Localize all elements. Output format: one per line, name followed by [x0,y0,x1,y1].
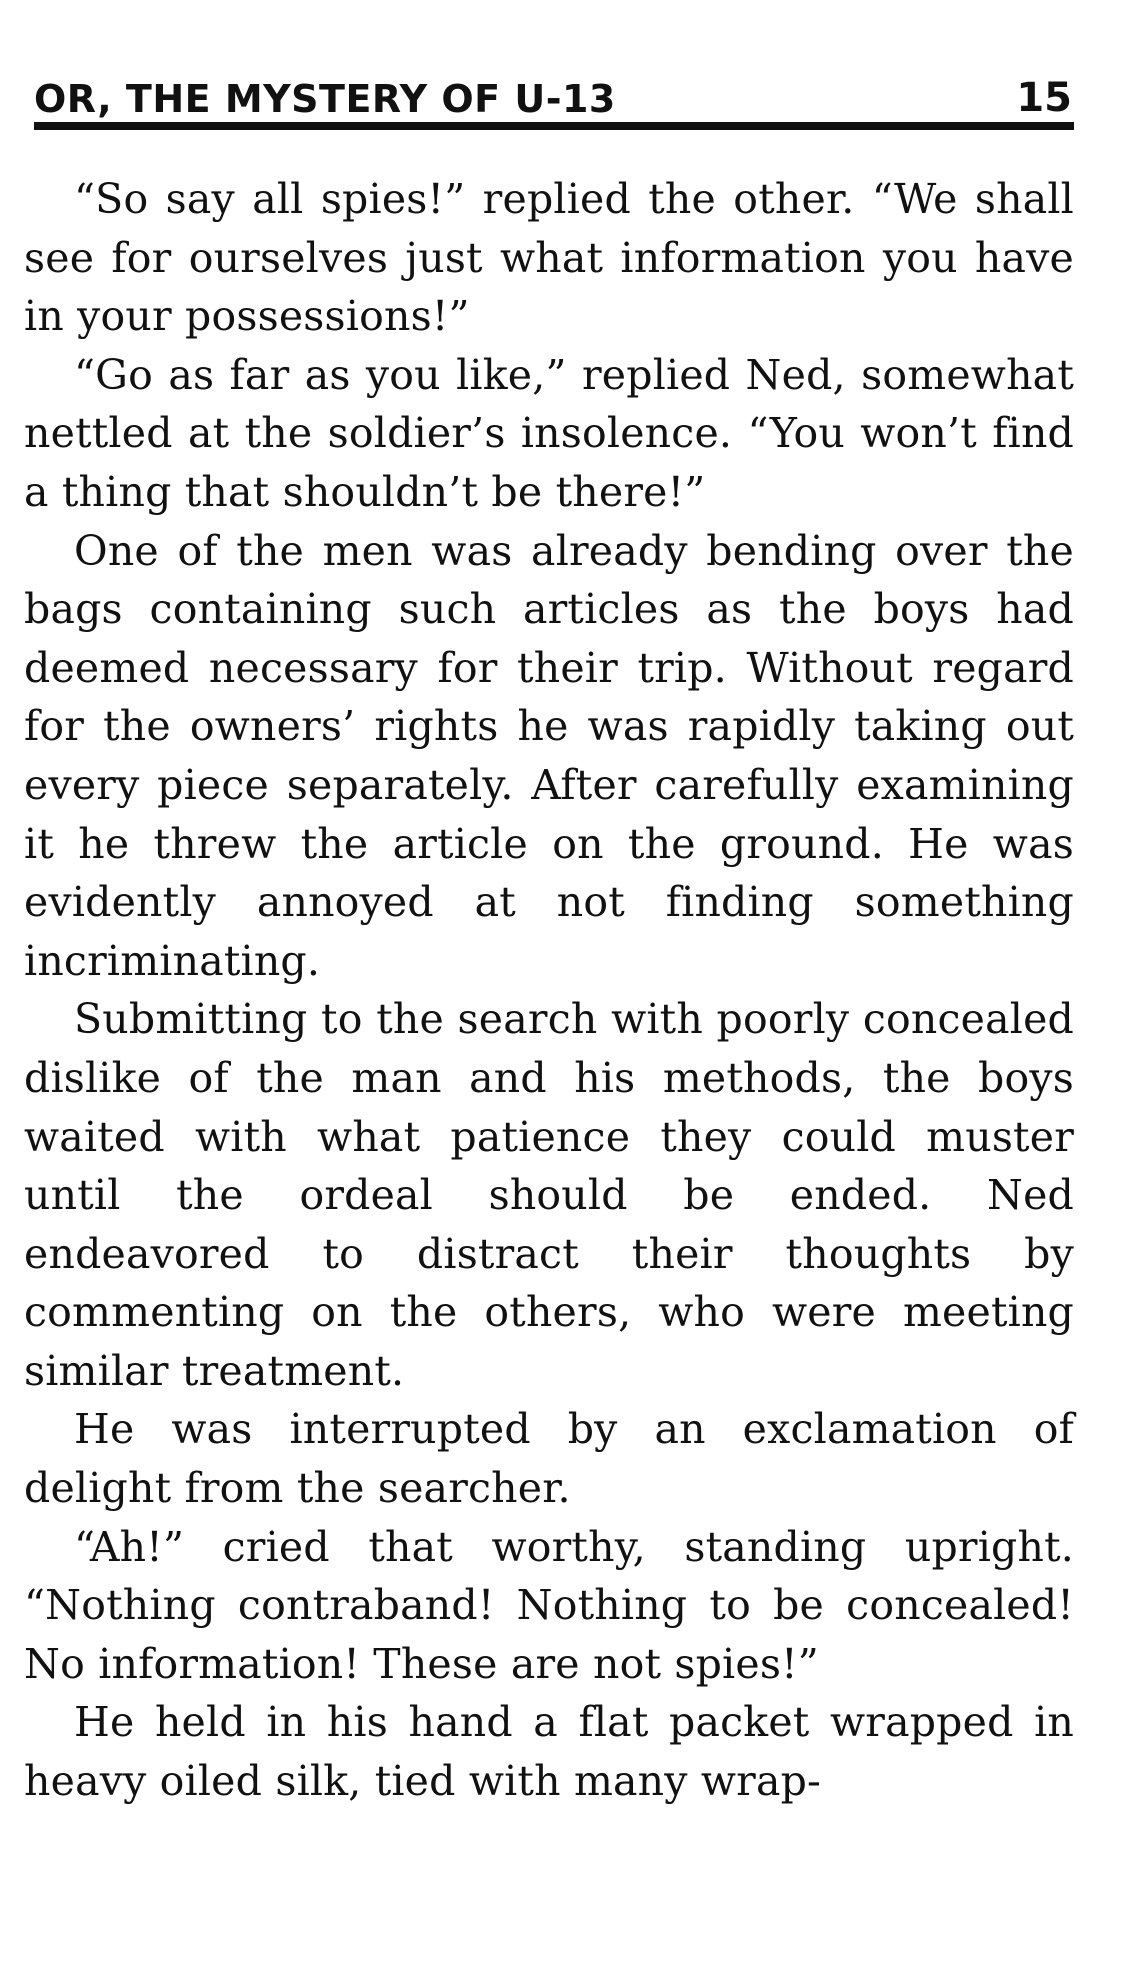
paragraph-oiled-silk-packet: He held in his hand a flat packet wrapped in heavy oiled silk, tied with many wrap- [24,1698,1074,1806]
paragraph-boys-waited: Submitting to the search with poorly concealed dislike of the man and his methods, the boys waited with what patience they could muster until the ordeal should be ended. Ned endeavored to distract their thoughts by commenting on the others, who were meeting similar treatment. [24,995,1074,1395]
page-number: 15 [1016,75,1072,121]
paragraph-interruption: He was interrupted by an exclamation of delight from the searcher. [24,1405,1074,1513]
body-text [24,170,1074,1811]
header-rule [34,122,1074,130]
paragraph-not-spies: “Ah!” cried that worthy, standing upright. “Nothing contraband! Nothing to be concealed! No information! These are not spies!” [24,1522,1074,1688]
running-title: OR, THE MYSTERY OF U-13 [34,77,616,121]
paragraph-ned-reply: “Go as far as you like,” replied Ned, somewhat nettled at the soldier’s insolence. “You won’t find a thing that shouldn’t be there!” [24,350,1074,516]
paragraph-search-bags: One of the men was already bending over the bags containing such articles as the boys had deemed necessary for their trip. Without regard for the owners’ rights he was rapidly taking out every piece separately. After carefully examining it he threw the article on the ground. He was evidently annoyed at not finding something incriminating. [24,526,1074,985]
running-header [34,62,1074,121]
paragraph-spies-reply: “So say all spies!” replied the other. “We shall see for ourselves just what information you have in your possessions!” [24,175,1074,341]
